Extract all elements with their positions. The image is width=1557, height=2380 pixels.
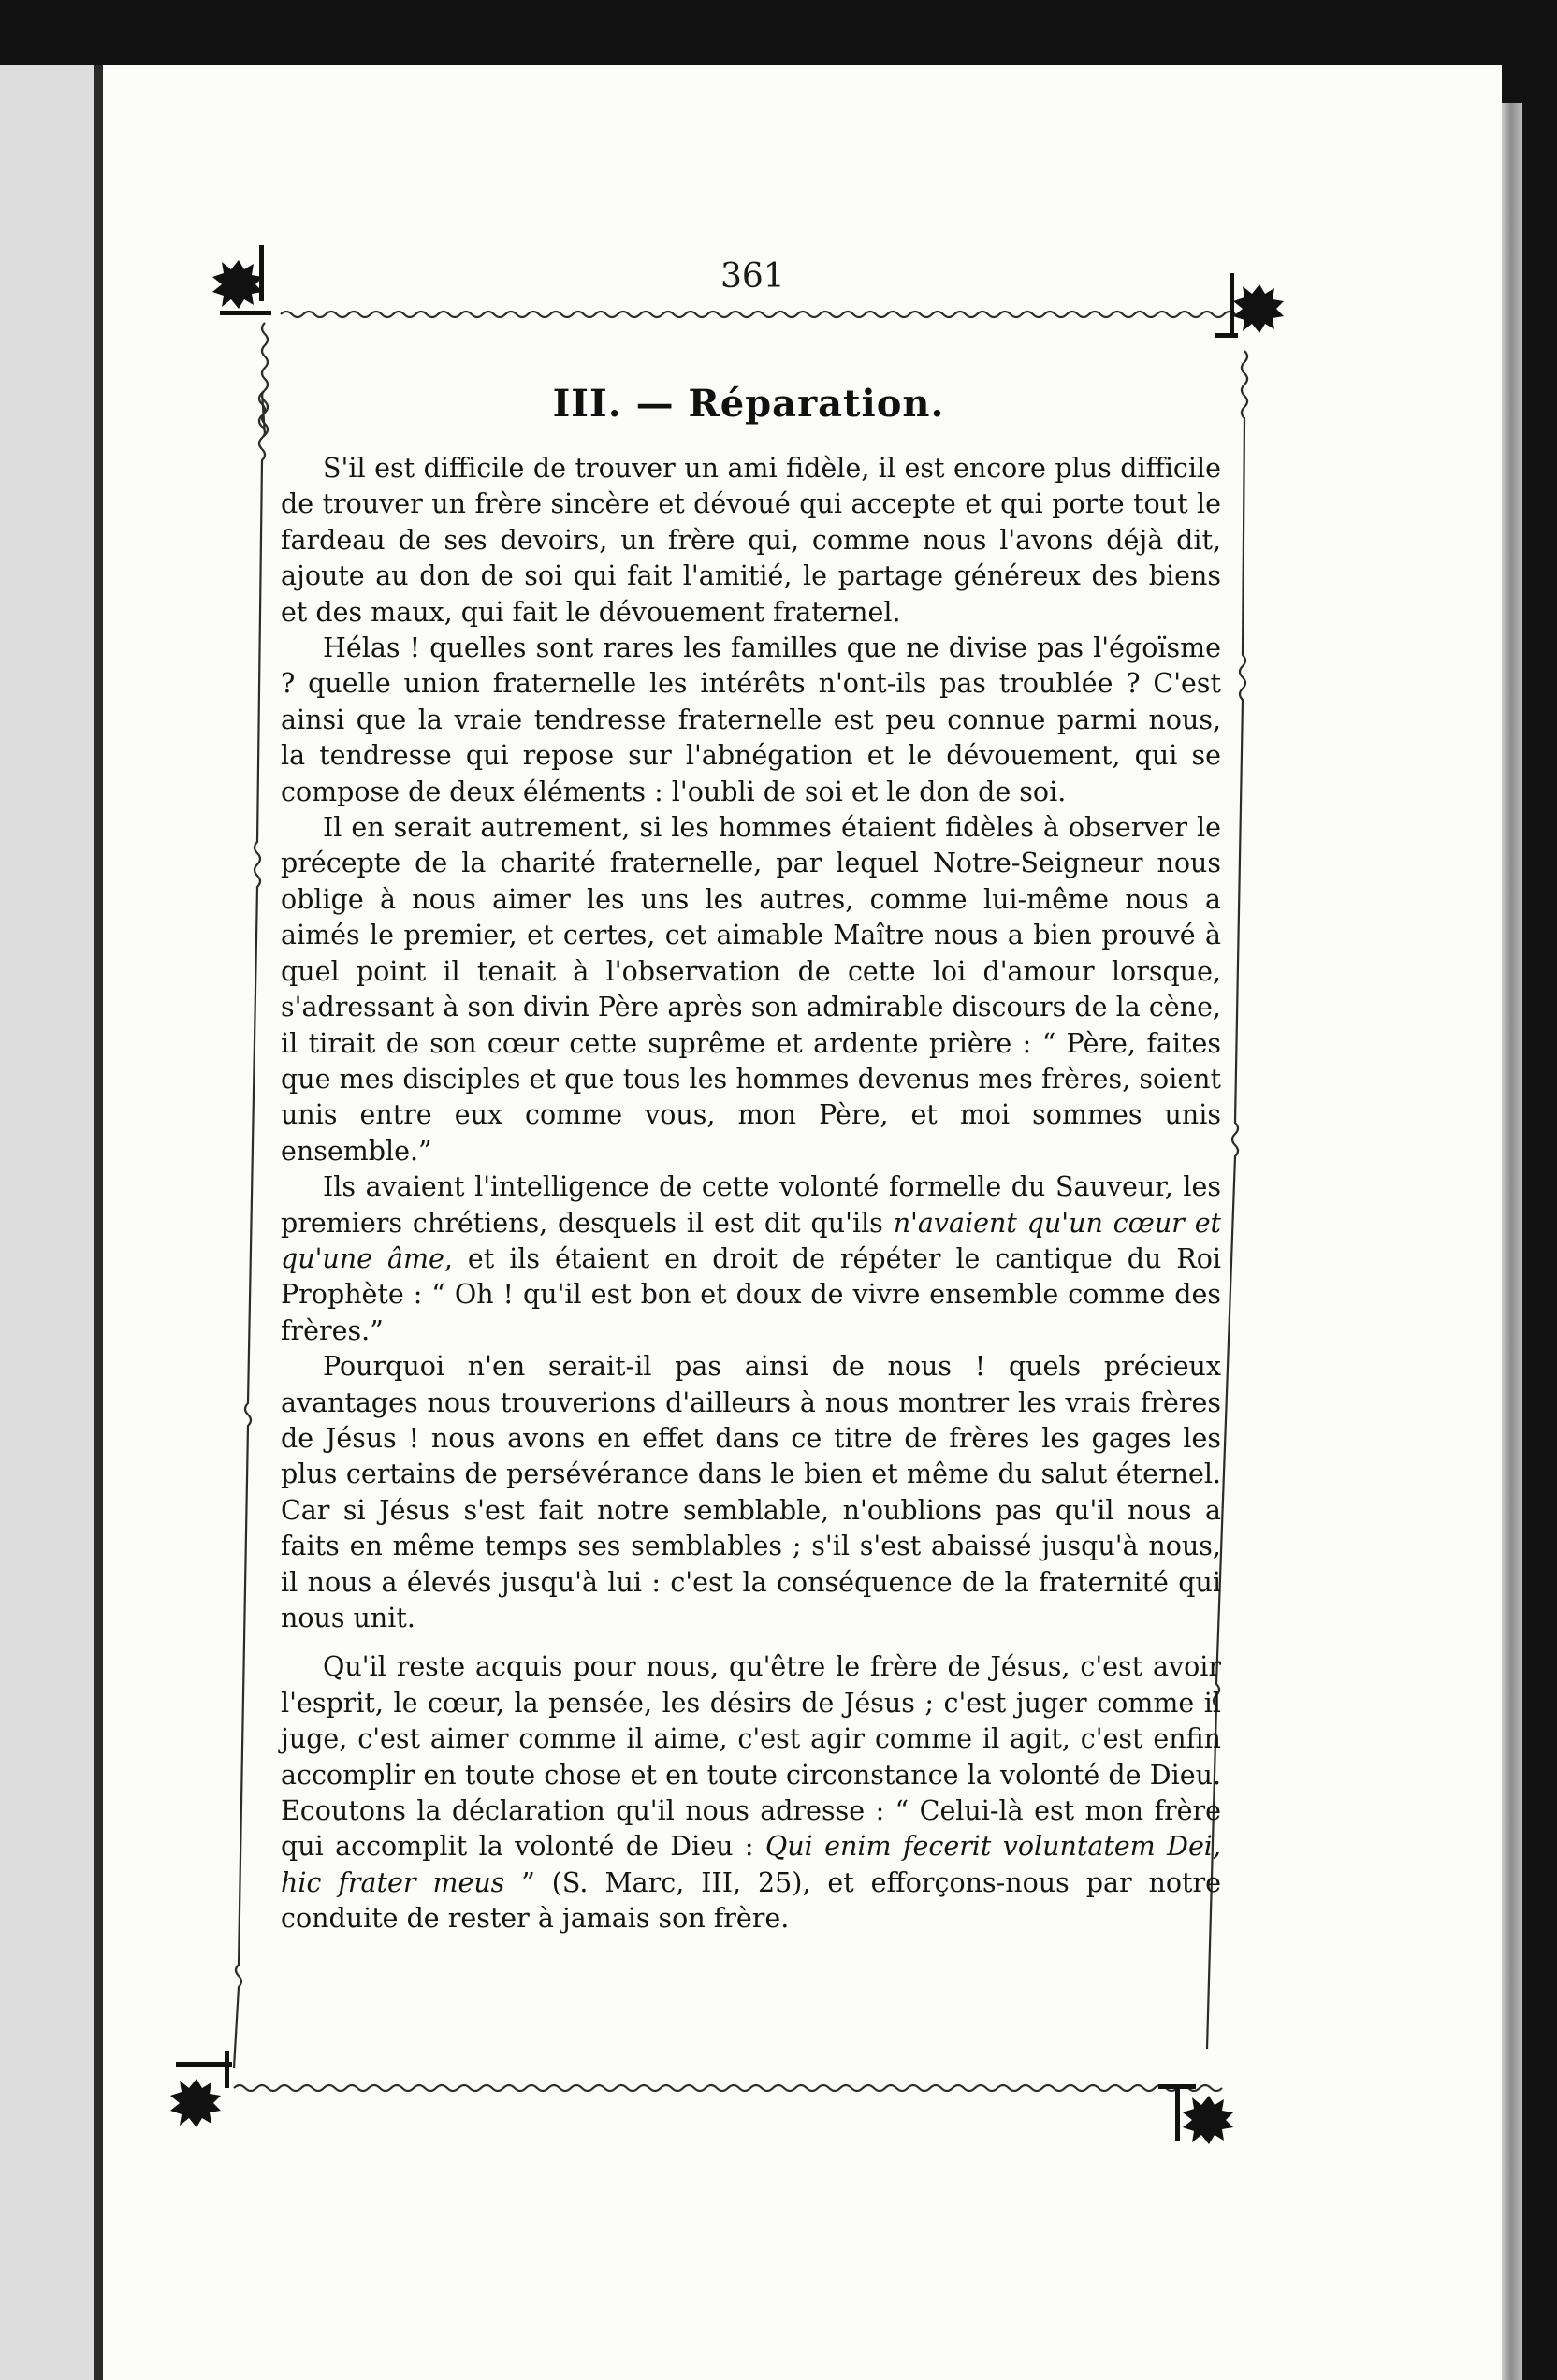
paragraph: Qu'il reste acquis pour nous, qu'être le frère de Jésus, c'est avoir l'esprit, le cœur, la pensée, les désirs de Jésus ; c'est juger comme il juge, c'est aimer comme il aime, c'est agir comme il agit, c'est enfin accomplir en toute chose et en toute circonstance la volonté de Dieu. Ecoutons la déclaration qu'il nous adresse : “ Celui-là est mon frère qui accomplit la volonté de Dieu : Qui enim fecerit voluntatem Dei, hic frater meus ” (S. Marc, III, 25), et efforçons-nous par notre conduite de rester à jamais son frère. [281,1651,1221,1935]
section-title: III. — Réparation. [552,382,945,426]
corner-ornament-bottom-left [170,2051,232,2127]
border-bottom-line [234,2085,1222,2091]
corner-ornament-top-left [212,245,271,315]
page-number: 361 [720,257,785,296]
paragraph: Ils avaient l'intelligence de cette volonté formelle du Sauveur, les premiers chrétiens, desquels il est dit qu'ils n'avaient qu'un cœur et qu'une âme, et ils étaient en droit de répéter le cantique du Roi Prophète : “ Oh ! qu'il est bon et doux de vivre ensemble comme des frères.” [281,1171,1222,1346]
border-top-line [281,312,1246,317]
body-text [281,451,1221,1937]
paragraph: S'il est difficile de trouver un ami fidèle, il est encore plus difficile de trouver un frère sincère et dévoué qui accepte et qui porte tout le fardeau de ses devoirs, un frère qui, comme nous l'avons déjà dit, ajoute au don de soi qui fait l'amitié, le partage généreux des biens et des maux, qui fait le dévouement fraternel. [281,453,1221,628]
corner-ornament-bottom-right [1158,2084,1233,2144]
corner-ornament-top-right [1215,273,1284,338]
paragraph: Il en serait autrement, si les hommes étaient fidèles à observer le précepte de la charité fraternelle, par lequel Notre-Seigneur nous oblige à nous aimer les uns les autres, comme lui-même nous a aimés le premier, et certes, cet aimable Maître nous a bien prouvé à quel point il tenait à l'observation de cette loi d'amour lorsque, s'adressant à son divin Père après son admirable discours de la cène, il tirait de son cœur cette suprême et ardente prière : “ Père, faites que mes disciples et que tous les hommes devenus mes frères, soient unis entre eux comme vous, mon Père, et moi sommes unis ensemble.” [281,812,1221,1167]
paragraph: Pourquoi n'en serait-il pas ainsi de nous ! quels précieux avantages nous trouverions d'ailleurs à nous montrer les vrais frères de Jésus ! nous avons en effet dans ce titre de frères les gages les plus certains de persévérance dans le bien et même du salut éternel. Car si Jésus s'est fait notre semblable, n'oublions pas qu'il nous a faits en même temps ses semblables ; s'il s'est abaissé jusqu'à nous, il nous a élevés jusqu'à lui : c'est la conséquence de la fraternité qui nous unit. [281,1351,1221,1633]
border-left-line [234,323,268,2068]
paragraph: Hélas ! quelles sont rares les familles que ne divise pas l'égoïsme ? quelle union fraternelle les intérêts n'ont-ils pas troublée ? C'est ainsi que la vraie tendresse fraternelle est peu connue parmi nous, la tendresse qui repose sur l'abnégation et le dévouement, qui se compose de deux éléments : l'oubli de soi et le don de soi. [281,632,1221,807]
